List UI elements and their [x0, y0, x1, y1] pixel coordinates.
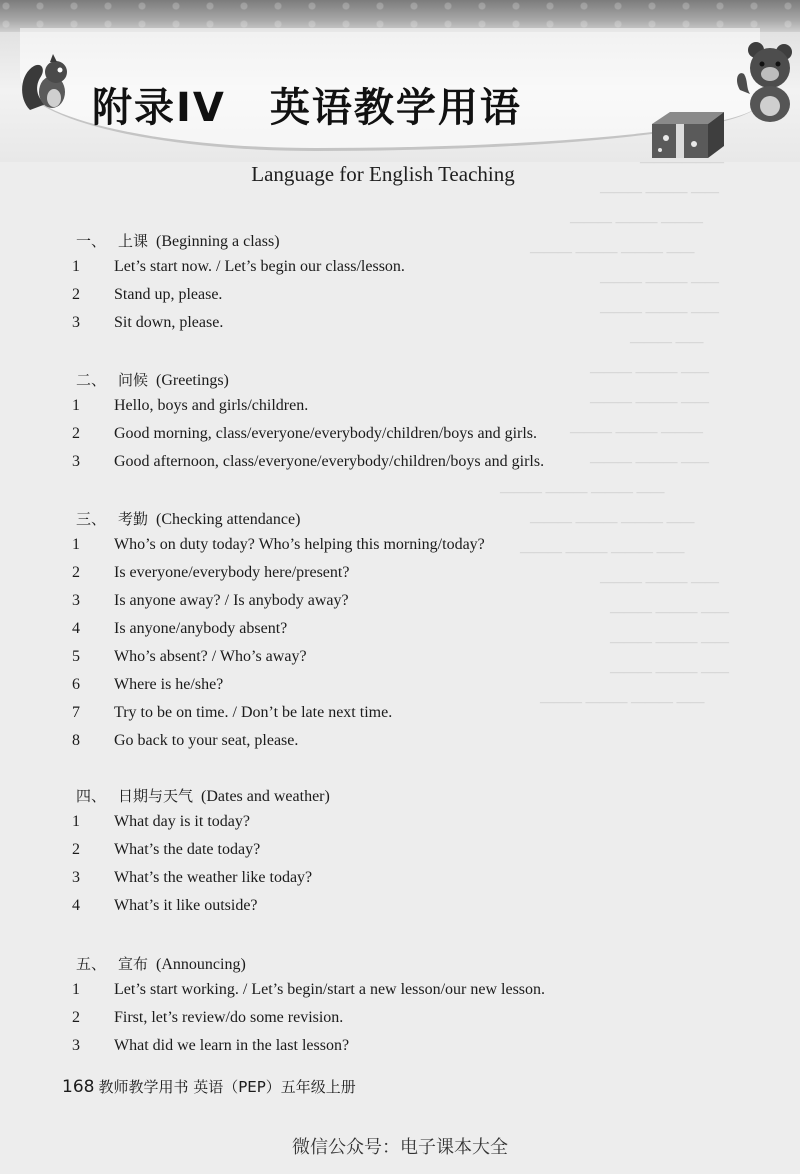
item-text: What did we learn in the last lesson?: [114, 1037, 350, 1054]
list-item: [72, 1037, 349, 1055]
page-title-appendix: 附录IV: [92, 85, 226, 131]
item-number: 3: [72, 314, 80, 331]
item-text: Who’s absent? / Who’s away?: [114, 648, 307, 665]
section-number: 一、: [76, 232, 107, 250]
item-text: Who’s on duty today? Who’s helping this morning/today?: [114, 536, 485, 553]
item-text: Hello, boys and girls/children.: [114, 397, 309, 414]
item-number: 2: [72, 841, 80, 858]
list-item: [72, 897, 258, 915]
list-item: [72, 704, 392, 722]
book-title: 教师教学用书 英语（PEP）五年级上册: [98, 1078, 356, 1096]
item-text: Let’s start now. / Let’s begin our class/lesson.: [114, 258, 405, 275]
list-item: [72, 813, 250, 831]
list-item: [72, 620, 287, 638]
section-heading: [76, 785, 330, 806]
item-number: 1: [72, 813, 80, 830]
section-title-en: (Greetings): [156, 372, 229, 389]
item-text: Sit down, please.: [114, 314, 224, 331]
list-item: [72, 648, 307, 666]
item-number: 5: [72, 648, 80, 665]
item-text: First, let’s review/do some revision.: [114, 1009, 344, 1026]
item-number: 2: [72, 425, 80, 442]
top-band-pattern: [0, 0, 800, 30]
watermark-text: 微信公众号：电子课本大全: [292, 1137, 508, 1158]
item-text: Go back to your seat, please.: [114, 732, 299, 749]
page-subtitle: Language for English Teaching: [251, 162, 515, 186]
section-title-en: (Dates and weather): [201, 788, 330, 805]
item-text: Good morning, class/everyone/everybody/children/boys and girls.: [114, 425, 538, 442]
section-number: 二、: [76, 371, 107, 389]
section-title-zh: 考勤: [118, 510, 149, 528]
list-item: [72, 564, 349, 582]
section-title-en: (Announcing): [156, 956, 246, 973]
item-text: What’s it like outside?: [114, 897, 258, 914]
list-item: [72, 397, 308, 415]
section-title-zh: 问候: [118, 371, 149, 389]
page-title: [92, 76, 522, 133]
page-footer: [62, 1076, 356, 1097]
item-number: 2: [72, 286, 80, 303]
bear-icon: [734, 40, 800, 124]
section-title-en: (Checking attendance): [156, 511, 301, 528]
section-title-en: (Beginning a class): [156, 233, 280, 250]
list-item: [72, 592, 349, 610]
section-heading: [76, 953, 246, 974]
item-text: Stand up, please.: [114, 286, 223, 303]
item-number: 8: [72, 732, 80, 749]
page-title-topic: 英语教学用语: [269, 85, 522, 131]
item-text: What day is it today?: [114, 813, 250, 830]
item-text: Is anyone away? / Is anybody away?: [114, 592, 349, 609]
item-text: Good afternoon, class/everyone/everybody/children/boys and girls.: [114, 453, 545, 470]
item-number: 2: [72, 1009, 80, 1026]
item-number: 3: [72, 453, 80, 470]
list-item: [72, 981, 545, 999]
item-text: Try to be on time. / Don’t be late next time.: [114, 704, 393, 721]
list-item: [72, 258, 405, 276]
item-number: 2: [72, 564, 80, 581]
list-item: [72, 453, 544, 471]
item-number: 1: [72, 397, 80, 414]
list-item: [72, 286, 222, 304]
item-number: 4: [72, 620, 80, 637]
item-number: 4: [72, 897, 80, 914]
list-item: [72, 676, 223, 694]
item-text: Is anyone/anybody absent?: [114, 620, 288, 637]
show-through-text: —————— ——— ——— —— ——— ——— ——— ——— ——— ——— —— ——— ——— —— ——— ——— —— ——— —— ——— ——— —— ——— ——— —— ——— ——— ——— ——— ——— —— ——— ——— ——— —— ——— ——— ——— —— ——— ——— ——— —— ——— ——— —— ——— ——— —— ——— ——— —— ——— ——— —— ——— ——— ——— ——: [500, 155, 729, 710]
item-number: 3: [72, 592, 80, 609]
item-text: Is everyone/everybody here/present?: [114, 564, 350, 581]
section-number: 三、: [76, 510, 107, 528]
item-text: What’s the date today?: [114, 841, 261, 858]
item-number: 1: [72, 536, 80, 553]
section-title-zh: 上课: [118, 232, 149, 250]
item-number: 3: [72, 1037, 80, 1054]
list-item: [72, 1009, 343, 1027]
list-item: [72, 314, 223, 332]
page-number: 168: [62, 1077, 95, 1097]
item-number: 1: [72, 981, 80, 998]
section-number: 五、: [76, 955, 107, 973]
section-heading: [76, 508, 300, 529]
item-number: 3: [72, 869, 80, 886]
list-item: [72, 732, 298, 750]
list-item: [72, 536, 485, 554]
section-heading: [76, 369, 229, 390]
gift-box-icon: [646, 108, 724, 160]
item-number: 7: [72, 704, 80, 721]
item-text: Where is he/she?: [114, 676, 224, 693]
list-item: [72, 869, 312, 887]
section-number: 四、: [76, 787, 107, 805]
item-text: What’s the weather like today?: [114, 869, 313, 886]
section-title-zh: 宣布: [118, 955, 149, 973]
item-number: 6: [72, 676, 80, 693]
section-heading: [76, 230, 280, 251]
list-item: [72, 425, 537, 443]
item-number: 1: [72, 258, 80, 275]
item-text: Let’s start working. / Let’s begin/start a new lesson/our new lesson.: [114, 981, 546, 998]
list-item: [72, 841, 260, 859]
section-title-zh: 日期与天气: [118, 787, 194, 805]
squirrel-icon: [16, 48, 78, 118]
